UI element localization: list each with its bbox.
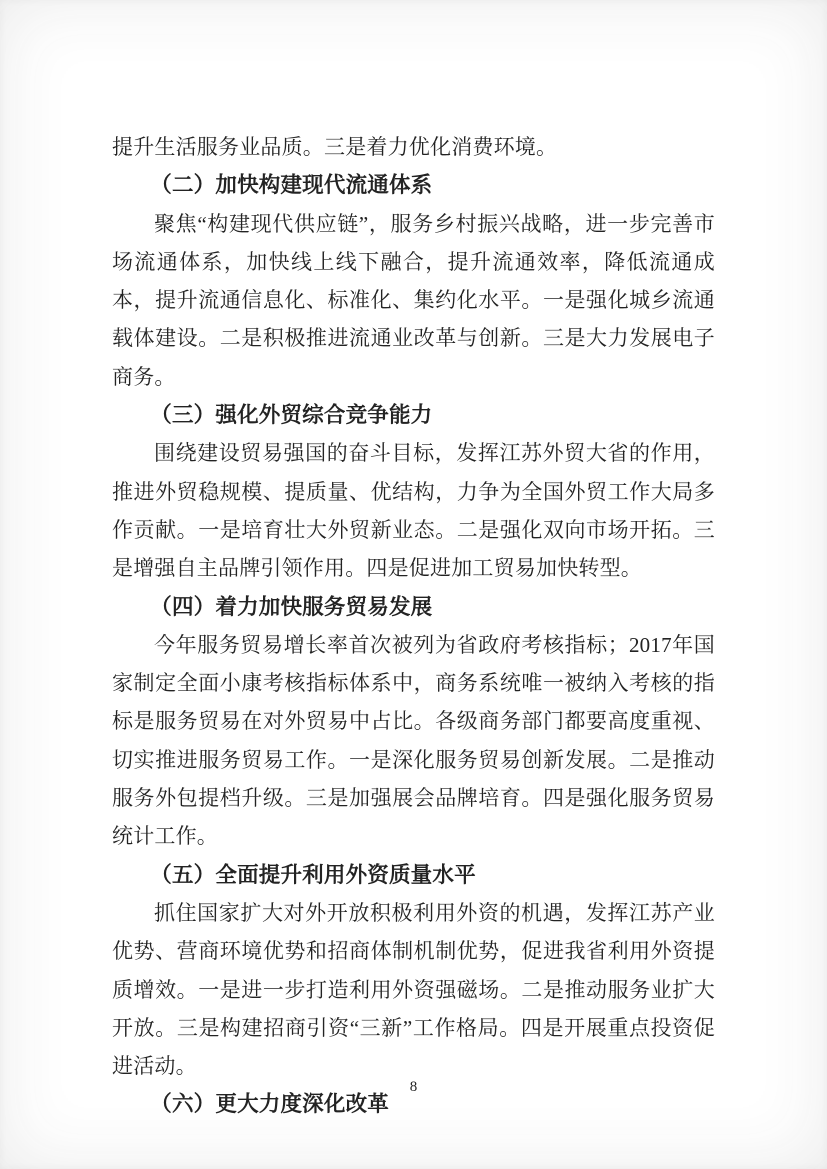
paragraph: 围绕建设贸易强国的奋斗目标，发挥江苏外贸大省的作用，推进外贸稳规模、提质量、优结构，力争为全国外贸工作大局多作贡献。一是培育壮大外贸新业态。二是强化双向市场开拓。三是增强自主品牌引领作用。四是促进加工贸易加快转型。 (112, 441, 715, 581)
page-footer (0, 1078, 827, 1096)
section-heading: （三）强化外贸综合竞争能力 (150, 403, 433, 428)
paragraph: 聚焦“构建现代供应链”，服务乡村振兴战略，进一步完善市场流通体系，加快线上线下融合，提升流通效率，降低流通成本，提升流通信息化、标准化、集约化水平。一是强化城乡流通载体建设。二是积极推进流通业改革与创新。三是大力发展电子商务。 (112, 211, 715, 389)
paragraph: 抓住国家扩大对外开放积极利用外资的机遇，发挥江苏产业优势、营商环境优势和招商体制机制优势，促进我省利用外资提质增效。一是进一步打造利用外资强磁场。二是推动服务业扩大开放。三是构建招商引资“三新”工作格局。四是开展重点投资促进活动。 (112, 900, 715, 1079)
paragraph: 提升生活服务业品质。三是着力优化消费环境。 (112, 135, 558, 159)
document-body (112, 128, 715, 1124)
paragraph: 今年服务贸易增长率首次被列为省政府考核指标；2017年国家制定全面小康考核指标体系中，商务系统唯一被纳入考核的指标是服务贸易在对外贸易中占比。各级商务部门都要高度重视、切实推进服务贸易工作。一是深化服务贸易创新发展。二是推动服务外包提档升级。三是加强展会品牌培育。四是强化服务贸易统计工作。 (112, 632, 715, 849)
section-heading: （五）全面提升利用外资质量水平 (150, 862, 476, 887)
section-heading: （二）加快构建现代流通体系 (150, 173, 433, 198)
page-number: 8 (409, 1079, 418, 1095)
section-heading: （四）着力加快服务贸易发展 (150, 594, 433, 619)
section-heading: （六）更大力度深化改革 (150, 1092, 389, 1117)
